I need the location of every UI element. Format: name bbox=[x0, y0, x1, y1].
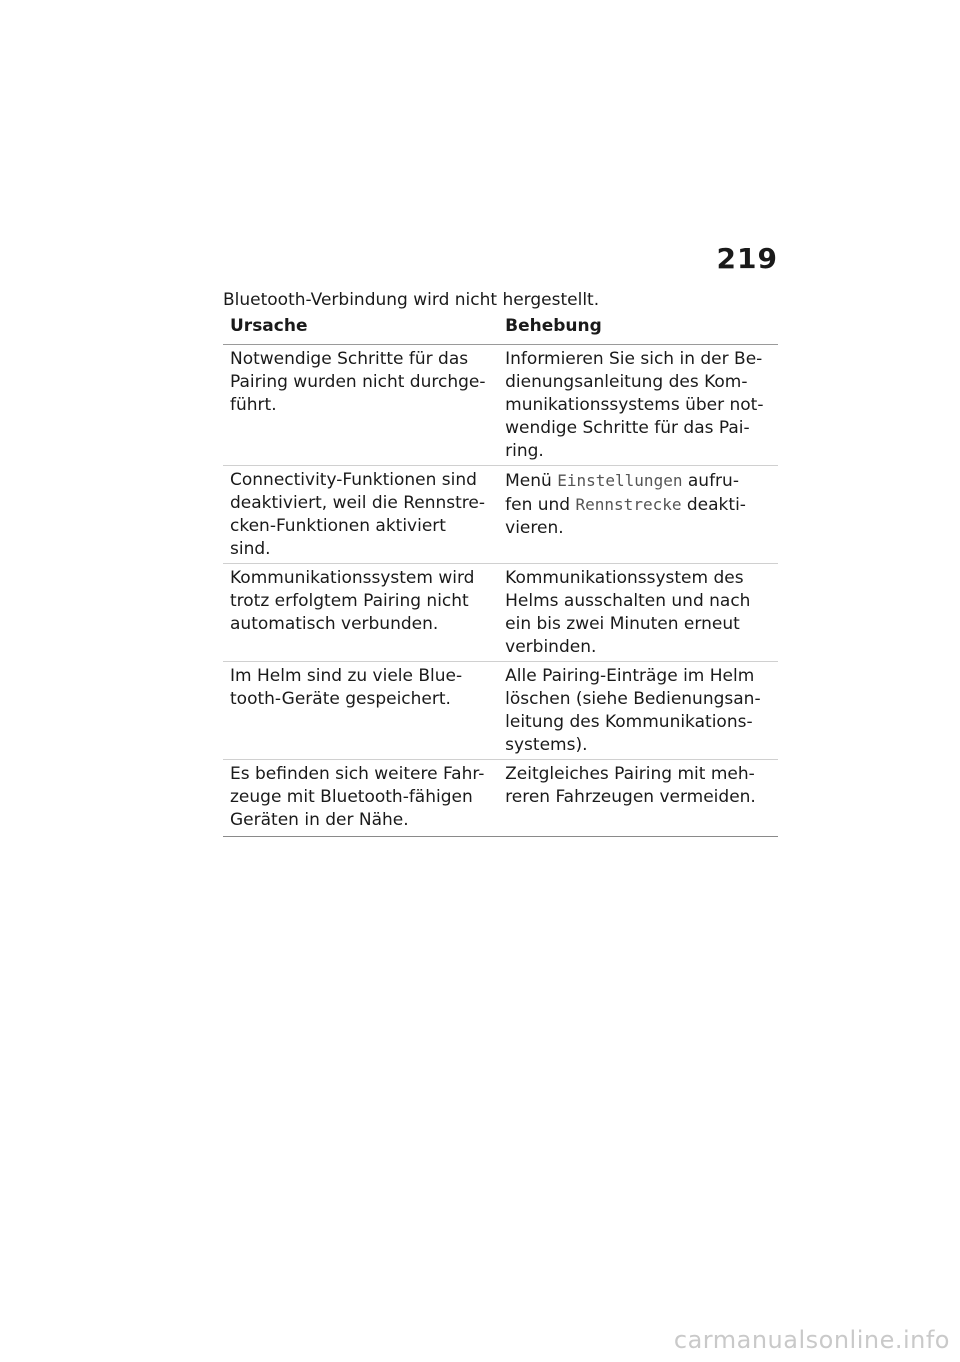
cause-cell: Kommunikationssystem wird trotz erfolgtem Pairing nicht automatisch verbunden. bbox=[223, 564, 498, 662]
cause-cell: Notwendige Schritte für das Pairing wurden nicht durchge- führt. bbox=[223, 345, 498, 466]
table-header-row bbox=[223, 315, 778, 345]
cause-cell: Im Helm sind zu viele Blue- tooth-Geräte gespeichert. bbox=[223, 662, 498, 760]
troubleshooting-table bbox=[223, 315, 778, 837]
fix-cell: Alle Pairing-Einträge im Helm löschen (siehe Bedienungsan- leitung des Kommunikations- systems). bbox=[498, 662, 778, 760]
table-row bbox=[223, 345, 778, 466]
table-row bbox=[223, 466, 778, 564]
table-row bbox=[223, 662, 778, 760]
watermark: carmanualsonline.info bbox=[673, 1326, 950, 1354]
fix-text: aufru- fen und bbox=[505, 471, 739, 515]
fix-text: Menü bbox=[505, 471, 558, 491]
table-row bbox=[223, 760, 778, 837]
table-row bbox=[223, 564, 778, 662]
header-fix: Behebung bbox=[498, 315, 778, 345]
menu-name-settings: Einstellungen bbox=[557, 471, 683, 490]
cause-cell: Es befinden sich weitere Fahr- zeuge mit Bluetooth-fähigen Geräten in der Nähe. bbox=[223, 760, 498, 837]
fix-cell: Zeitgleiches Pairing mit meh- reren Fahrzeugen vermeiden. bbox=[498, 760, 778, 837]
section-title: Bluetooth-Verbindung wird nicht hergestellt. bbox=[223, 290, 600, 310]
fix-cell: Kommunikationssystem des Helms ausschalten und nach ein bis zwei Minuten erneut verbinden. bbox=[498, 564, 778, 662]
fix-cell: Informieren Sie sich in der Be- dienungsanleitung des Kom- munikationssystems über not- wendige Schritte für das Pai- ring. bbox=[498, 345, 778, 466]
header-cause: Ursache bbox=[223, 315, 498, 345]
menu-name-racetrack: Rennstrecke bbox=[575, 495, 682, 514]
cause-cell: Connectivity-Funktionen sind deaktiviert, weil die Rennstre- cken-Funktionen aktiviert sind. bbox=[223, 466, 498, 564]
fix-cell bbox=[498, 466, 778, 564]
page-number: 219 bbox=[716, 242, 778, 275]
fix-text: deakti- vieren. bbox=[505, 495, 746, 538]
